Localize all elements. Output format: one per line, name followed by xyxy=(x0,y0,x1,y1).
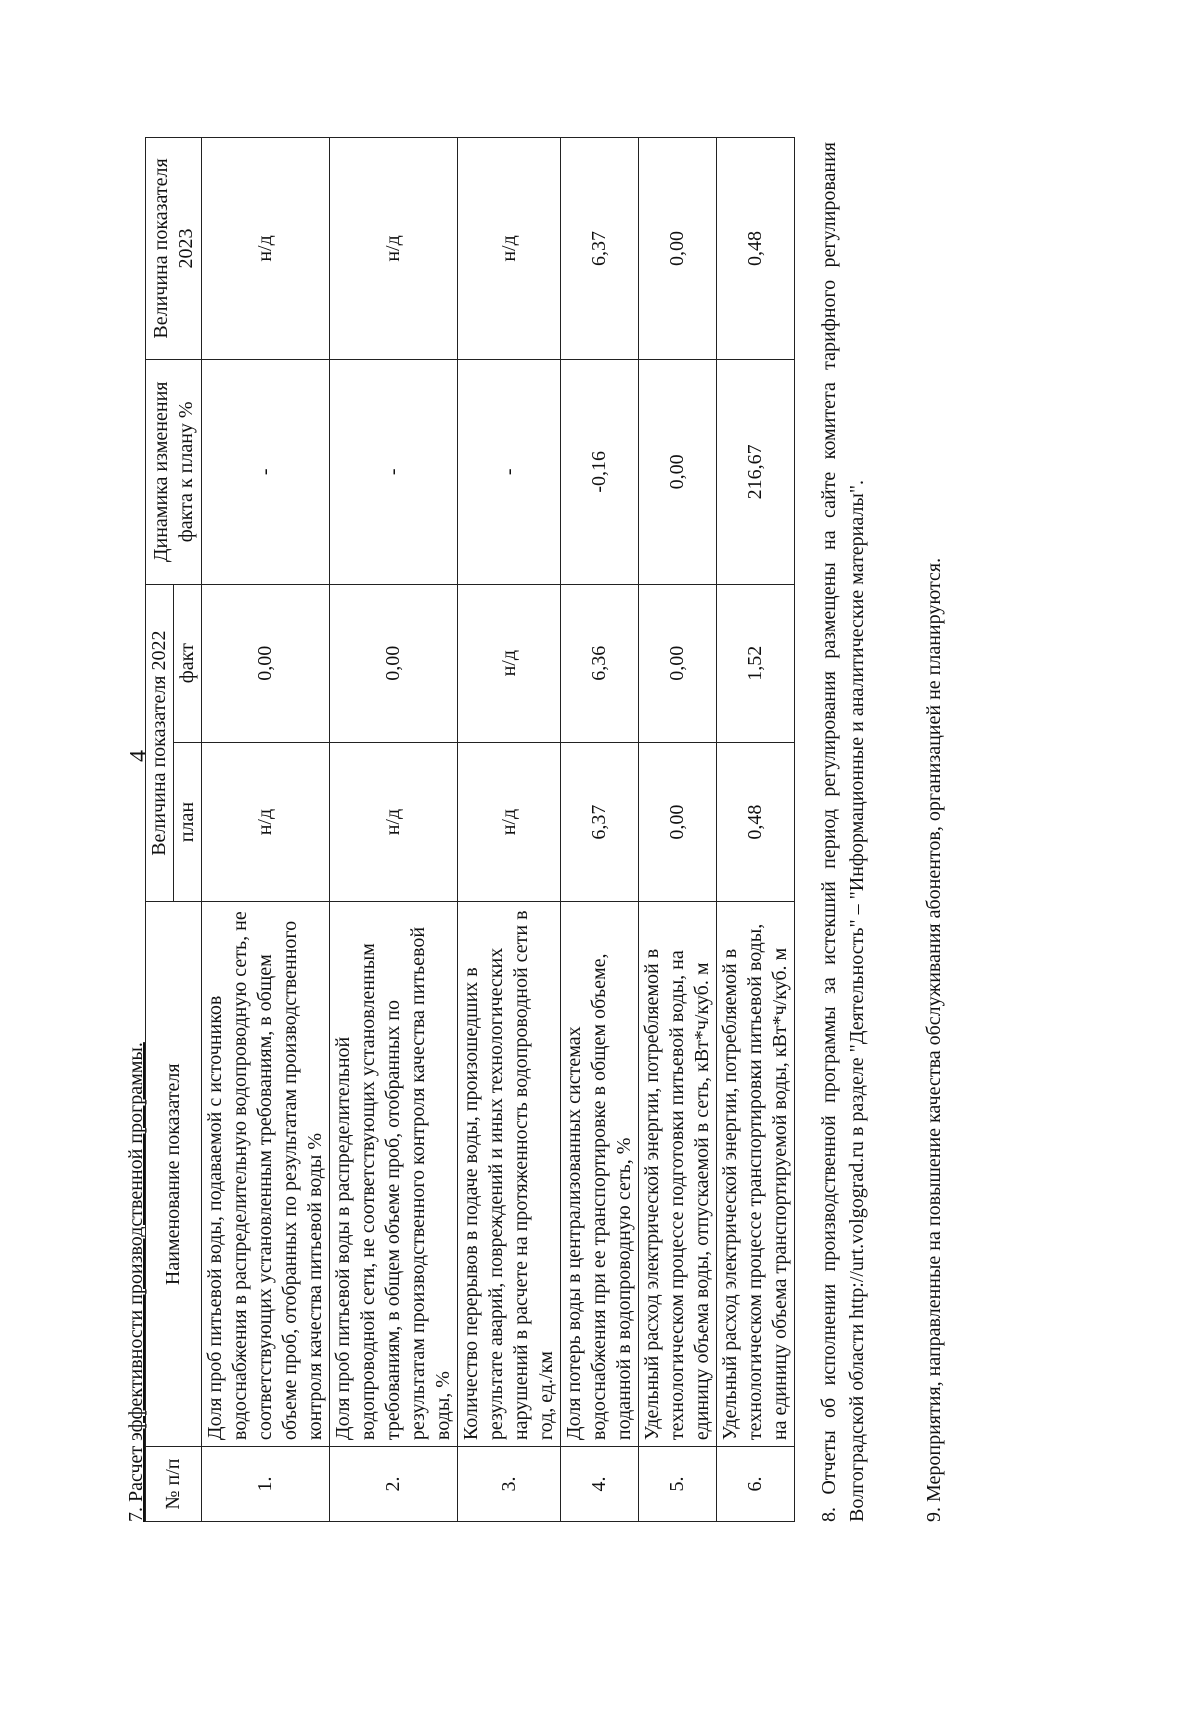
header-year-2022: Величина показателя 2022 xyxy=(146,584,174,902)
row-dynamics: -0,16 xyxy=(561,359,639,584)
row-name: Доля проб питьевой воды, подаваемой с источников водоснабжения в распределительную водопроводную сеть, не соответствующих установленным требованиям, в общем объеме проб, отобранных по результатам производственного контроля качества питьевой воды % xyxy=(202,902,330,1447)
table-row xyxy=(202,138,330,1522)
table-row xyxy=(639,138,717,1522)
page-number: 4 xyxy=(126,750,152,762)
row-fact: 0,00 xyxy=(202,584,330,742)
row-dynamics: - xyxy=(330,359,458,584)
row-value-2023: н/д xyxy=(330,138,458,360)
row-dynamics: 216,67 xyxy=(717,359,795,584)
header-plan: план xyxy=(174,742,202,902)
efficiency-table xyxy=(145,137,795,1522)
row-value-2023: 0,00 xyxy=(639,138,717,360)
row-value-2023: н/д xyxy=(458,138,561,360)
table-row xyxy=(717,138,795,1522)
row-name: Доля потерь воды в централизованных системах водоснабжения при ее транспортировке в общем объеме, поданной в водопроводную сеть, % xyxy=(561,902,639,1447)
header-dynamics: Динамика изменения факта к плану % xyxy=(146,359,202,584)
row-name: Количество перерывов в подаче воды, произошедших в результате аварий, повреждений и иных технологических нарушений в расчете на протяженность водопроводной сети в год, ед./км xyxy=(458,902,561,1447)
row-dynamics: - xyxy=(202,359,330,584)
table-row xyxy=(330,138,458,1522)
row-value-2023: 0,48 xyxy=(717,138,795,360)
row-fact: 1,52 xyxy=(717,584,795,742)
row-plan: 0,00 xyxy=(639,742,717,902)
row-fact: 0,00 xyxy=(639,584,717,742)
row-plan: н/д xyxy=(330,742,458,902)
document-page xyxy=(125,80,1005,1600)
row-dynamics: - xyxy=(458,359,561,584)
row-num: 5. xyxy=(639,1447,717,1522)
row-num: 4. xyxy=(561,1447,639,1522)
row-num: 1. xyxy=(202,1447,330,1522)
header-year-2023: Величина показателя 2023 xyxy=(146,138,202,360)
row-num: 2. xyxy=(330,1447,458,1522)
table-row xyxy=(458,138,561,1522)
row-fact: 0,00 xyxy=(330,584,458,742)
section-8-paragraph: 8. Отчеты об исполнении производственной программы за истекший период регулирования размещены на сайте комитета тарифного регулирования Волгоградской области http://urt.volgograd.ru в разделе "Деятельность" – "Информационные и аналитические материалы". xyxy=(818,142,868,1522)
table-header-row xyxy=(146,138,174,1522)
row-value-2023: 6,37 xyxy=(561,138,639,360)
row-num: 6. xyxy=(717,1447,795,1522)
row-dynamics: 0,00 xyxy=(639,359,717,584)
row-name: Удельный расход электрической энергии, потребляемой в технологическом процессе транспортировки питьевой воды, на единицу объема транспортируемой воды, кВт*ч/куб. м xyxy=(717,902,795,1447)
row-name: Удельный расход электрической энергии, потребляемой в технологическом процессе подготовки питьевой воды, на единицу объема воды, отпускаемой в сеть, кВт*ч/куб. м xyxy=(639,902,717,1447)
row-plan: 6,37 xyxy=(561,742,639,902)
header-fact: факт xyxy=(174,584,202,742)
row-plan: н/д xyxy=(202,742,330,902)
row-value-2023: н/д xyxy=(202,138,330,360)
section-9-paragraph: 9. Мероприятия, направленные на повышение качества обслуживания абонентов, организацией не планируются. xyxy=(923,557,945,1522)
header-num: № п/п xyxy=(146,1447,202,1522)
row-num: 3. xyxy=(458,1447,561,1522)
row-fact: 6,36 xyxy=(561,584,639,742)
section-7-title: 7. Расчет эффективности производственной программы. xyxy=(125,1042,147,1522)
row-name: Доля проб питьевой воды в распределительной водопроводной сети, не соответствующих установленным требованиям, в общем объеме проб, отобранных по результатам производственного контроля качества питьевой воды, % xyxy=(330,902,458,1447)
row-fact: н/д xyxy=(458,584,561,742)
header-name: Наименование показателя xyxy=(146,902,202,1447)
row-plan: н/д xyxy=(458,742,561,902)
table-row xyxy=(561,138,639,1522)
row-plan: 0,48 xyxy=(717,742,795,902)
